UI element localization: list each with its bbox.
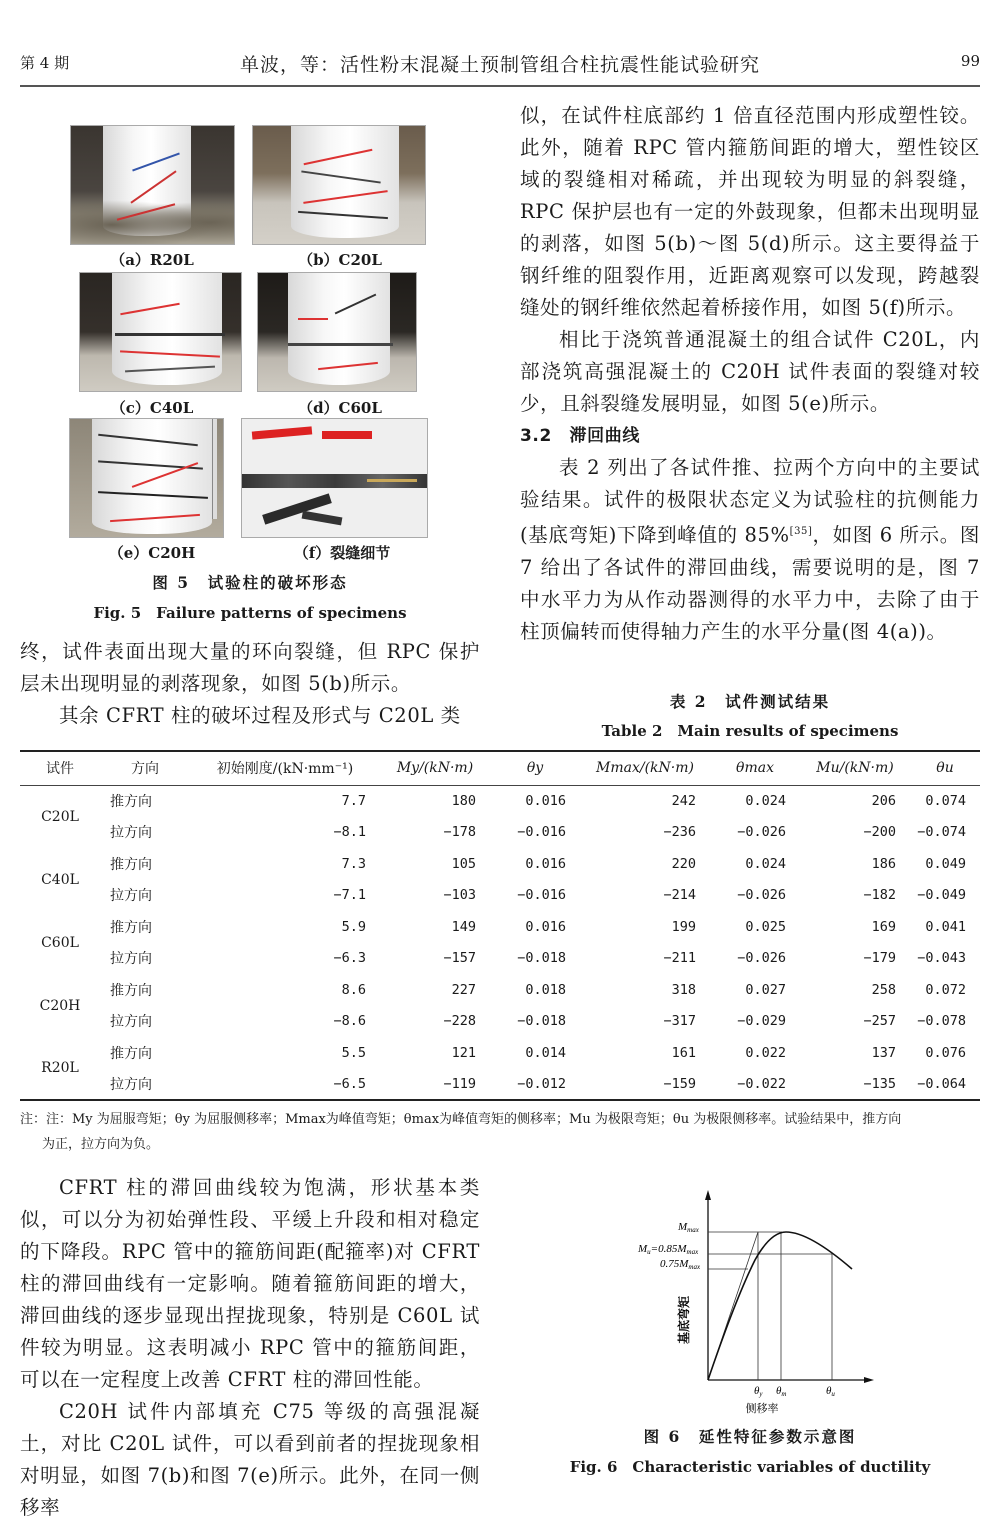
cell-theta-u: −0.043 (917, 950, 966, 967)
col-header-theta-max: θmax (736, 760, 774, 777)
cell-direction: 推方向 (110, 1045, 152, 1062)
cell-direction: 推方向 (110, 856, 152, 873)
paragraph: 相比于浇筑普通混凝土的组合试件 C20L，内部浇筑高强混凝土的 C20H 试件表面的裂缝对较少，且斜裂缝发展明显，如图 5(e)所示。 (520, 328, 980, 415)
paragraph: 终，试件表面出现大量的环向裂缝，但 RPC 保护层未出现明显的剥落现象，如图 5(b)所示。 (20, 640, 480, 695)
cell-my: 149 (451, 918, 476, 935)
table-row (20, 1069, 980, 1101)
header-divider (20, 85, 980, 87)
cell-theta-y: 0.016 (525, 855, 566, 872)
subfigure-label-a: （a）R20L (110, 251, 194, 269)
cell-direction: 拉方向 (110, 951, 152, 968)
figure-6-caption-en: Fig. 6 Characteristic variables of ductility (569, 1458, 931, 1476)
cell-mmax: 161 (671, 1044, 696, 1061)
cell-specimen: R20L (41, 1060, 79, 1076)
col-header-specimen: 试件 (46, 761, 74, 778)
cell-direction: 拉方向 (110, 1014, 152, 1031)
cell-mmax: −236 (663, 824, 696, 841)
photo-crack-detail (241, 418, 428, 538)
paragraph: CFRT 柱的滞回曲线较为饱满，形状基本类似，可以分为初始弹性段、平缓上升段和相对稳定的下降段。RPC 管中的箍筋间距(配箍率)对 CFRT 柱的滞回曲线有一定影响。随着箍筋间距的增大，滞回曲线的逐步显现出捏拢现象，特别是 C60L 试件较为明显。这表明减小 RPC 管中的箍筋间距，可以在一定程度上改善 CFRT 柱的滞回性能。 (20, 1176, 480, 1391)
paragraph: C20H 试件内部填充 C75 等级的高强混凝土，对比 C20L 试件，可以看到前者的捏拢现象相对明显，如图 7(b)和图 7(e)所示。此外，在同一侧移率 (20, 1400, 480, 1519)
label-theta-m: θm (776, 1385, 787, 1398)
cell-theta-max: −0.026 (737, 824, 786, 841)
cell-direction: 推方向 (110, 982, 152, 999)
cell-direction: 拉方向 (110, 825, 152, 842)
cell-theta-u: −0.064 (917, 1075, 966, 1092)
running-header (20, 52, 980, 82)
table-note-line-1: 注：注：My 为屈服弯矩；θy 为屈服侧移率；Mmax为峰值弯矩；θmax为峰值弯矩的侧移率；Mu 为极限弯矩；θu 为极限侧移率。试验结果中，推方向 (20, 1112, 902, 1127)
cell-specimen: C20L (41, 808, 79, 825)
cell-theta-u: 0.076 (925, 1044, 966, 1061)
label-mmax: Mmax (678, 1221, 699, 1234)
cell-my: −103 (443, 887, 476, 904)
cell-mu: −257 (863, 1013, 896, 1030)
cell-k0: 8.6 (341, 981, 366, 998)
cell-specimen: C40L (41, 871, 79, 888)
cell-theta-max: −0.022 (737, 1075, 786, 1092)
ductility-diagram (620, 1180, 880, 1420)
cell-theta-y: −0.016 (517, 824, 566, 841)
label-theta-y: θy (754, 1385, 763, 1398)
cell-mu: −182 (863, 887, 896, 904)
cell-mu: −179 (863, 950, 896, 967)
col-header-initial-stiffness: 初始刚度/(kN·mm⁻¹) (216, 761, 354, 778)
cell-theta-max: 0.022 (745, 1044, 786, 1061)
table-2 (20, 750, 980, 1101)
cell-mmax: 318 (671, 981, 696, 998)
cell-my: −228 (443, 1013, 476, 1030)
cell-mmax: −159 (663, 1075, 696, 1092)
right-column-top-text (520, 100, 980, 648)
cell-theta-max: −0.026 (737, 950, 786, 967)
y-axis-label: 基底弯矩 (677, 1295, 691, 1345)
cell-k0: 7.3 (341, 855, 366, 872)
cell-theta-max: 0.024 (745, 793, 786, 809)
left-column-bottom-text (20, 1172, 480, 1522)
citation[interactable]: [35] (789, 526, 813, 537)
cell-theta-u: 0.049 (925, 855, 966, 872)
issue-number: 第 4 期 (20, 54, 70, 72)
cell-theta-y: 0.016 (525, 793, 566, 809)
cell-theta-y: −0.012 (517, 1075, 566, 1092)
cell-my: −119 (443, 1075, 476, 1092)
cell-direction: 拉方向 (110, 1076, 152, 1093)
col-header-theta-u: θu (936, 760, 954, 777)
subfigure-label-d: （d）C60L (298, 399, 382, 417)
cell-theta-u: 0.074 (925, 793, 966, 809)
cell-mu: 137 (871, 1044, 896, 1061)
figure-6-chart (620, 1180, 880, 1420)
col-header-mmax: Mmax/(kN·m) (596, 760, 694, 777)
left-column-top-text (20, 636, 480, 732)
table-note-line-2: 为正，拉方向为负。 (42, 1137, 160, 1152)
cell-theta-u: 0.072 (925, 981, 966, 998)
label-075mmax: 0.75Mmax (660, 1258, 701, 1271)
cell-theta-max: 0.024 (745, 855, 786, 872)
cell-my: 105 (451, 855, 476, 872)
table-row (20, 848, 980, 880)
cell-mmax: 242 (671, 793, 696, 809)
table-header-row (20, 751, 980, 785)
cell-theta-max: −0.029 (737, 1013, 786, 1030)
col-header-my: My/(kN·m) (396, 760, 474, 777)
cell-specimen: C20H (39, 997, 81, 1014)
cell-theta-max: 0.025 (745, 918, 786, 935)
cell-theta-y: −0.018 (517, 950, 566, 967)
cell-k0: −8.1 (333, 824, 366, 841)
paragraph: 其余 CFRT 柱的破坏过程及形式与 C20L 类 (59, 704, 461, 727)
section-heading: 3.2 滞回曲线 (520, 426, 640, 446)
table-row (20, 880, 980, 912)
cell-theta-y: −0.016 (517, 887, 566, 904)
table-2-caption-en: Table 2 Main results of specimens (601, 722, 899, 740)
cell-theta-u: 0.041 (925, 918, 966, 935)
cell-theta-y: 0.016 (525, 918, 566, 935)
cell-direction: 拉方向 (110, 888, 152, 905)
cell-k0: −6.5 (333, 1075, 366, 1092)
cell-theta-max: −0.026 (737, 887, 786, 904)
table-row (20, 1006, 980, 1038)
x-axis-label: 侧移率 (745, 1402, 779, 1415)
col-header-mu: Mu/(kN·m) (816, 760, 894, 777)
subfigure-label-e: （e）C20H (108, 544, 196, 562)
cell-mu: 186 (871, 855, 896, 872)
table-note (20, 1107, 980, 1157)
label-mu: Mu=0.85Mmax (638, 1243, 699, 1256)
cell-mu: 258 (871, 981, 896, 998)
page-number: 99 (960, 52, 980, 70)
cell-mmax: −211 (663, 950, 696, 967)
cell-my: −178 (443, 824, 476, 841)
table-row (20, 911, 980, 943)
table-row (20, 817, 980, 849)
cell-k0: −6.3 (333, 950, 366, 967)
col-header-theta-y: θy (526, 760, 544, 777)
cell-mu: 169 (871, 918, 896, 935)
figure-6-caption-cn: 图 6 延性特征参数示意图 (643, 1427, 857, 1446)
label-theta-u: θu (826, 1385, 835, 1398)
figure-5-caption-cn: 图 5 试验柱的破坏形态 (152, 573, 348, 592)
table-row (20, 974, 980, 1006)
cell-k0: 5.9 (341, 918, 366, 935)
cell-k0: 5.5 (341, 1044, 366, 1061)
photo-c20h (69, 418, 224, 538)
running-title: 单波，等：活性粉末混凝土预制管组合柱抗震性能试验研究 (239, 54, 760, 76)
col-header-direction: 方向 (131, 761, 159, 778)
cell-direction: 推方向 (110, 919, 152, 936)
cell-direction: 推方向 (110, 794, 152, 810)
cell-theta-max: 0.027 (745, 981, 786, 998)
cell-specimen: C60L (41, 934, 79, 951)
cell-mu: −135 (863, 1075, 896, 1092)
photo-c20l (252, 125, 426, 245)
cell-theta-y: 0.014 (525, 1044, 566, 1061)
cell-theta-u: −0.074 (917, 824, 966, 841)
cell-k0: −8.6 (333, 1013, 366, 1030)
figure-5-caption-en: Fig. 5 Failure patterns of specimens (93, 604, 407, 622)
cell-mu: −200 (863, 824, 896, 841)
paragraph: 似，在试件柱底部约 1 倍直径范围内形成塑性铰。此外，随着 RPC 管内箍筋间距的增大，塑性铰区域的裂缝相对稀疏，并出现较为明显的斜裂缝，RPC 保护层也有一定的外鼓现象，但都未出现明显的剥落，如图 5(b)～图 5(d)所示。这主要得益于钢纤维的阻裂作用，近距离观察可以发现，跨越裂缝处的钢纤维依然起着桥接作用，如图 5(f)所示。 (520, 104, 980, 319)
cell-k0: 7.7 (341, 793, 366, 809)
subfigure-label-b: （b）C20L (298, 251, 382, 269)
table-row (20, 785, 980, 817)
photo-c60l (257, 272, 417, 392)
cell-my: −157 (443, 950, 476, 967)
cell-k0: −7.1 (333, 887, 366, 904)
paragraph: 表 2 列出了各试件推、拉两个方向中的主要试验结果。试件的极限状态定义为试验柱的抗侧能力(基底弯矩)下降到峰值的 85%[35]，如图 6 所示。图 7 给出了各试件的滞回曲线，需要说明的是，图 7 中水平力为从作动器测得的水平力中，去除了由于柱顶偏转而使得轴力产生的水平分量(图 4(a))。 (520, 456, 980, 643)
table-2-caption-cn: 表 2 试件测试结果 (669, 692, 831, 711)
cell-mmax: 199 (671, 918, 696, 935)
cell-theta-y: 0.018 (525, 981, 566, 998)
table-row (20, 1037, 980, 1069)
cell-mmax: −317 (663, 1013, 696, 1030)
subfigure-label-c: （c）C40L (110, 399, 194, 417)
cell-theta-y: −0.018 (517, 1013, 566, 1030)
cell-my: 227 (451, 981, 476, 998)
cell-mu: 206 (871, 793, 896, 809)
cell-mmax: −214 (663, 887, 696, 904)
cell-my: 121 (451, 1044, 476, 1061)
cell-theta-u: −0.049 (917, 887, 966, 904)
table-row (20, 943, 980, 975)
subfigure-label-f: （f）裂缝细节 (293, 544, 391, 562)
cell-mmax: 220 (671, 855, 696, 872)
cell-theta-u: −0.078 (917, 1013, 966, 1030)
cell-my: 180 (451, 793, 476, 809)
photo-c40l (79, 272, 242, 392)
photo-r20l (70, 125, 235, 245)
